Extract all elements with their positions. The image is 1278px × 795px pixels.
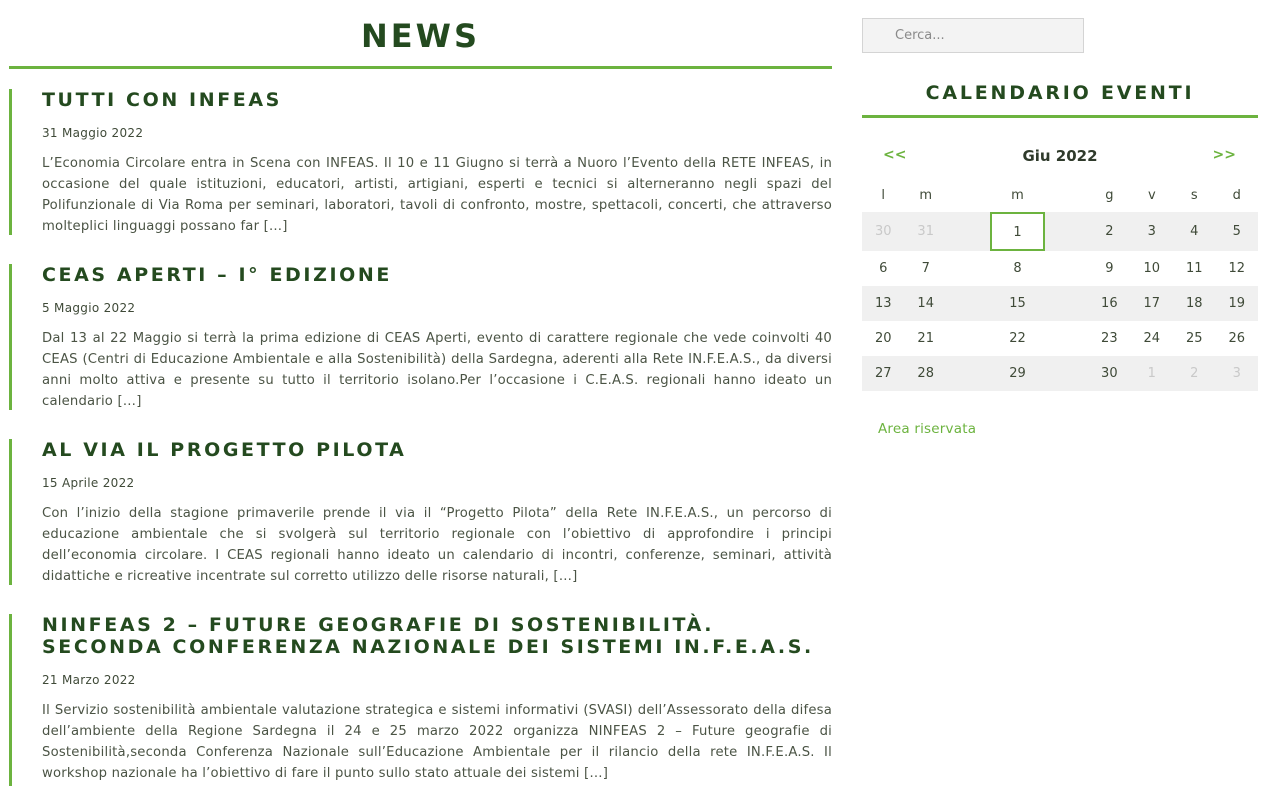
calendar-day[interactable]: 14: [904, 286, 946, 321]
news-article: [9, 439, 832, 585]
article-excerpt: L’Economia Circolare entra in Scena con INFEAS. Il 10 e 11 Giugno si terrà a Nuoro l’Evento della RETE INFEAS, in occasione del quale istituzioni, educatori, artisti, artigiani, esperti e tecnici si alterneranno negli spazi del Polifunzionale di Via Roma per seminari, laboratori, tavoli di confronto, mostre, spettacoli, concerti, che attraverso molteplici linguaggi possano far […]: [42, 156, 832, 234]
calendar-nav: [862, 145, 1258, 169]
calendar-day[interactable]: 13: [862, 286, 904, 321]
calendar-prev-button[interactable]: <<: [883, 147, 907, 163]
calendar-day[interactable]: 20: [874, 331, 892, 346]
calendar-day[interactable]: 15: [947, 286, 1088, 321]
calendar-week-row: [862, 286, 1258, 321]
calendar-grid: [862, 178, 1258, 391]
calendar-day[interactable]: 19: [1216, 286, 1259, 321]
calendar-day[interactable]: 6: [879, 261, 888, 276]
calendar-day[interactable]: 8: [1013, 261, 1022, 276]
weekday-label: m: [1011, 187, 1024, 203]
calendar-heading: CALENDARIO EVENTI: [862, 72, 1258, 118]
calendar-day[interactable]: 26: [1228, 331, 1246, 346]
weekday-label: l: [881, 187, 886, 203]
calendar-day[interactable]: 27: [862, 356, 904, 391]
calendar-day[interactable]: 12: [1228, 261, 1246, 276]
calendar-weekday-row: [862, 178, 1258, 212]
calendar-week-row: [862, 251, 1258, 286]
article-title[interactable]: NINFEAS 2 – FUTURE GEOGRAFIE DI SOSTENIBILITÀ. SECONDA CONFERENZA NAZIONALE DEI SISTEMI IN.F.E.A.S.: [42, 614, 814, 658]
calendar-day[interactable]: 3: [1131, 212, 1173, 251]
calendar-day-today[interactable]: [947, 212, 1088, 251]
article-title[interactable]: CEAS APERTI – I° EDIZIONE: [42, 264, 392, 286]
news-article: [9, 264, 832, 410]
weekday-label: v: [1147, 187, 1156, 203]
calendar-day[interactable]: 21: [917, 331, 934, 346]
calendar-day[interactable]: 16: [1088, 286, 1130, 321]
calendar-next-button[interactable]: >>: [1212, 147, 1236, 163]
article-excerpt: Il Servizio sostenibilità ambientale valutazione strategica e sistemi informativi (SVASI) dell’Assessorato della difesa dell’ambiente della Regione Sardegna il 24 e 25 marzo 2022 organizza NINFEAS 2 – Future geografie di Sostenibilità,seconda Conferenza Nazionale sull’Educazione Ambientale per il rilancio della rete IN.F.E.A.S. Il workshop nazionale ha l’obiettivo di fare il punto sullo stato attuale dei sistemi […]: [42, 703, 832, 781]
news-article: [9, 89, 832, 235]
calendar-day-other-month: 1: [1131, 356, 1173, 391]
article-date: 5 Maggio 2022: [42, 301, 136, 315]
calendar-day[interactable]: 23: [1101, 331, 1118, 346]
calendar-day[interactable]: 11: [1185, 261, 1203, 276]
calendar-day-today-label: 1: [990, 212, 1045, 251]
article-excerpt: Con l’inizio della stagione primaverile prende il via il “Progetto Pilota” della Rete IN.F.E.A.S., un percorso di educazione ambientale che si svolgerà sul territorio regionale con l’obiettivo di approfondire i principi dell’economia circolare. I CEAS regionali hanno ideato un calendario di incontri, conferenze, seminari, attività didattiche e ricreative incentrate sul corretto utilizzo delle risorse naturali, […]: [42, 506, 832, 584]
calendar-day[interactable]: 25: [1185, 331, 1203, 346]
article-date: 31 Maggio 2022: [42, 126, 144, 140]
search-input[interactable]: [862, 18, 1084, 53]
calendar-day[interactable]: 2: [1088, 212, 1130, 251]
calendar-day[interactable]: 4: [1173, 212, 1215, 251]
news-column: [9, 0, 832, 781]
article-date: 21 Marzo 2022: [42, 673, 136, 687]
calendar-day[interactable]: 10: [1143, 261, 1161, 276]
calendar-day-other-month: 31: [904, 212, 946, 251]
weekday-label: g: [1105, 187, 1114, 203]
news-article: [9, 614, 832, 786]
calendar-week-row: [862, 321, 1258, 356]
calendar-day-other-month: 2: [1173, 356, 1215, 391]
calendar-day[interactable]: 30: [1088, 356, 1130, 391]
news-heading: NEWS: [9, 0, 832, 69]
calendar-day[interactable]: 17: [1131, 286, 1173, 321]
article-date: 15 Aprile 2022: [42, 476, 135, 490]
calendar-week-row: [862, 212, 1258, 251]
weekday-label: m: [919, 187, 933, 203]
article-title[interactable]: AL VIA IL PROGETTO PILOTA: [42, 439, 407, 461]
calendar-day[interactable]: 24: [1143, 331, 1161, 346]
article-title[interactable]: TUTTI CON INFEAS: [42, 89, 282, 111]
calendar-day[interactable]: 29: [947, 356, 1088, 391]
calendar-day-other-month: 3: [1216, 356, 1259, 391]
calendar-day[interactable]: 22: [1009, 331, 1026, 346]
calendar-day-other-month: 30: [862, 212, 904, 251]
weekday-label: s: [1190, 187, 1198, 203]
calendar-day[interactable]: 18: [1173, 286, 1215, 321]
calendar-day[interactable]: 28: [904, 356, 946, 391]
calendar-month-label: Giu 2022: [1022, 147, 1098, 165]
article-excerpt: Dal 13 al 22 Maggio si terrà la prima edizione di CEAS Aperti, evento di carattere regionale che vede coinvolti 40 CEAS (Centri di Educazione Ambientale e alla Sostenibilità) della Sardegna, aderenti alla Rete IN.F.E.A.S., da diversi anni molto attiva e presente su tutto il territorio isolano.Per l’occasione i C.E.A.S. regionali hanno ideato un calendario […]: [42, 331, 832, 409]
calendar-day[interactable]: 7: [921, 261, 930, 276]
weekday-label: d: [1232, 187, 1241, 203]
calendar-day[interactable]: 9: [1105, 261, 1114, 276]
reserved-area-link[interactable]: Area riservata: [878, 421, 977, 437]
calendar-day[interactable]: 5: [1216, 212, 1259, 251]
calendar-week-row: [862, 356, 1258, 391]
